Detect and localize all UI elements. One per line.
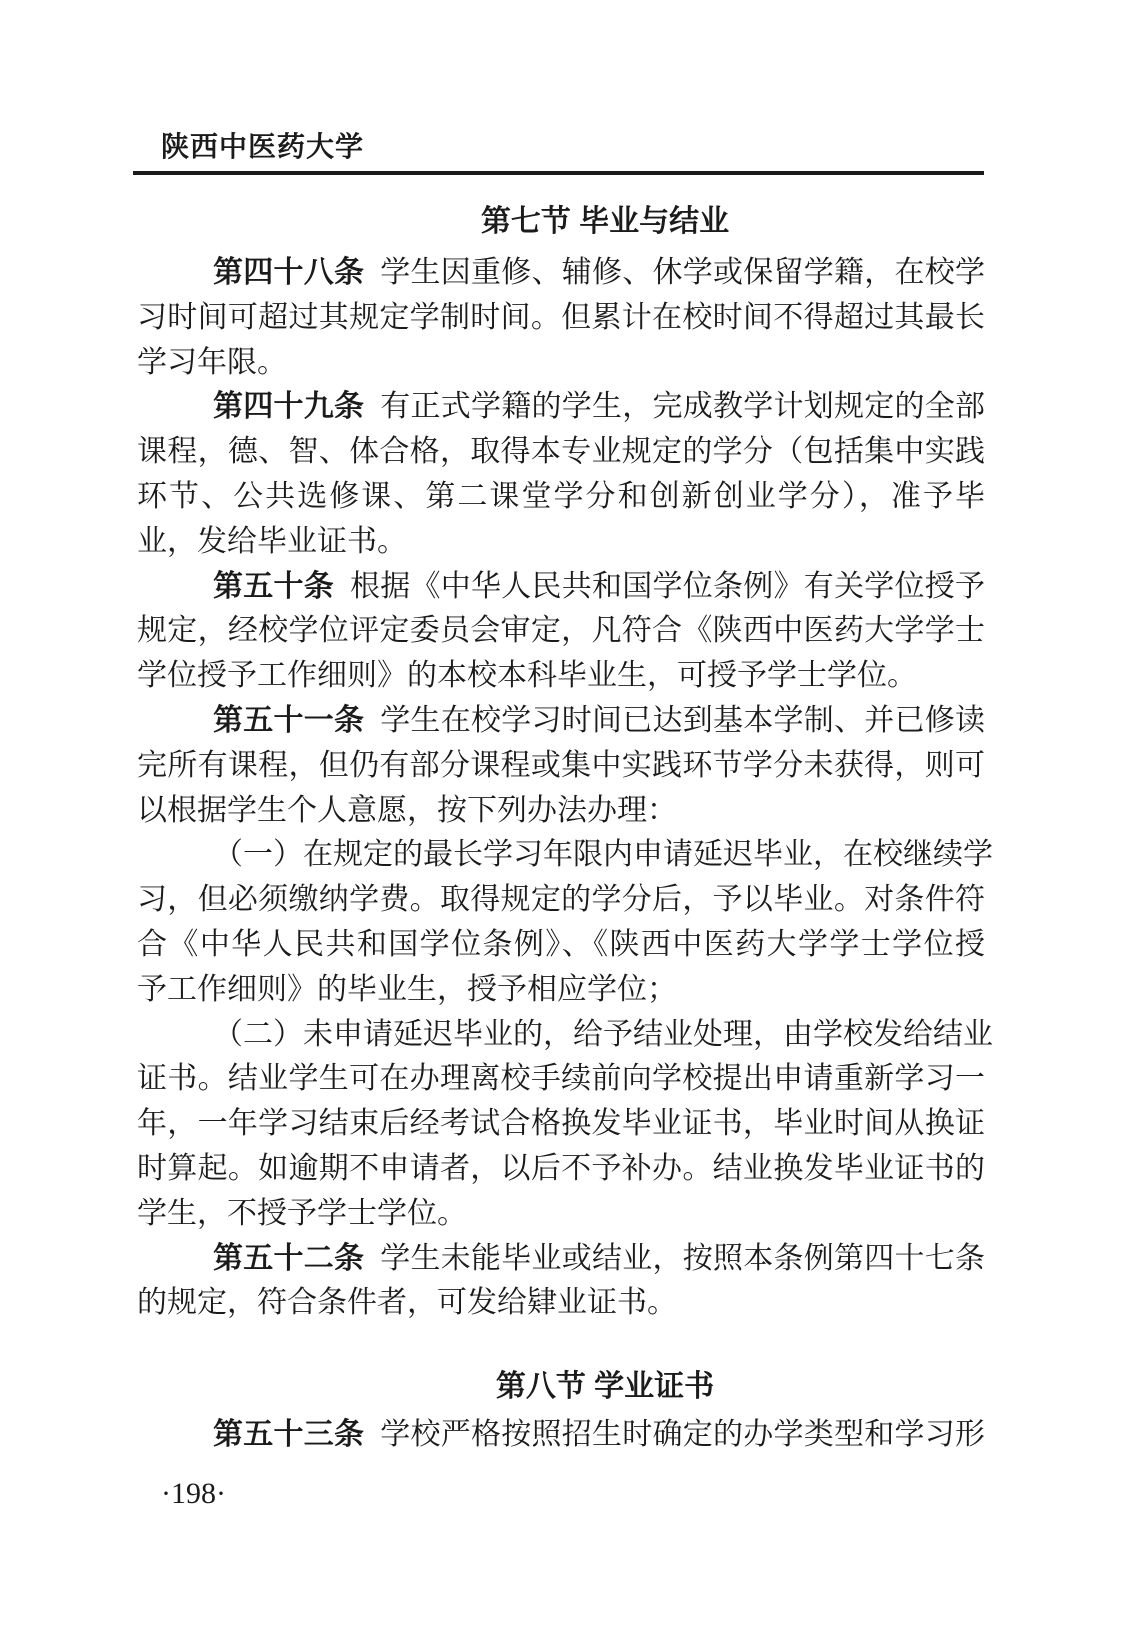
section-body — [137, 251, 993, 1326]
text-line: 年，一年学习结束后经考试合格换发毕业证书，毕业时间从换证 — [137, 1107, 985, 1141]
text-line: 课程，德、智、体合格，取得本专业规定的学分（包括集中实践 — [137, 435, 985, 469]
content — [137, 0, 993, 1458]
paragraph — [137, 565, 985, 699]
text-line — [137, 565, 985, 610]
page-number: ·198· — [161, 1477, 226, 1510]
text-line: 证书。结业学生可在办理离校手续前向学校提出申请重新学习一 — [137, 1062, 985, 1096]
text-line: （二）未申请延迟毕业的，给予结业处理，由学校发给结业 — [213, 1017, 993, 1051]
section-title: 第八节 学业证书 — [495, 1370, 715, 1404]
text-line: 业，发给毕业证书。 — [137, 524, 407, 558]
article-number: 第四十九条 — [213, 390, 365, 424]
section — [137, 204, 993, 1326]
paragraph — [137, 699, 985, 833]
text-line: 予工作细则》的毕业生，授予相应学位； — [137, 972, 677, 1006]
article-number: 第五十条 — [213, 569, 334, 603]
article-number: 第五十二条 — [213, 1241, 365, 1275]
paragraph — [137, 833, 993, 1012]
article-number: 第五十三条 — [213, 1418, 365, 1452]
text-line: 的规定，符合条件者，可发给肄业证书。 — [137, 1286, 677, 1320]
text-line — [137, 385, 985, 430]
text-line: 以根据学生个人意愿，按下列办法办理： — [137, 793, 677, 827]
text-line: 习，但必须缴纳学费。取得规定的学分后，予以毕业。对条件符 — [137, 883, 985, 917]
text-line: （一）在规定的最长学习年限内申请延迟毕业，在校继续学 — [213, 838, 993, 872]
text-line: 习时间可超过其规定学制时间。但累计在校时间不得超过其最长 — [137, 300, 985, 334]
paragraph — [137, 1413, 985, 1458]
line-text: 根据《中华人民共和国学位条例》有关学位授予 — [350, 569, 985, 603]
section-title: 第七节 毕业与结业 — [480, 205, 730, 238]
paragraph — [137, 1237, 985, 1327]
text-line: 学习年限。 — [137, 345, 287, 379]
text-line: 合《中华人民共和国学位条例》、《陕西中医药大学学士学位授 — [137, 927, 985, 961]
text-line: 规定，经校学位评定委员会审定，凡符合《陕西中医药大学学士 — [137, 614, 985, 648]
text-line — [137, 699, 985, 744]
text-line: 环节、公共选修课、第二课堂学分和创新创业学分），准予毕 — [137, 479, 985, 513]
article-number: 第四十八条 — [213, 256, 365, 289]
section-body — [137, 1413, 985, 1458]
text-line: 学位授予工作细则》的本校本科毕业生，可授予学士学位。 — [137, 659, 917, 693]
paragraph — [137, 385, 985, 564]
text-line: 完所有课程，但仍有部分课程或集中实践环节学分未获得，则可 — [137, 748, 985, 782]
paragraph — [137, 251, 985, 385]
text-line: 学生，不授予学士学位。 — [137, 1196, 467, 1230]
line-text: 有正式学籍的学生，完成教学计划规定的全部 — [380, 390, 985, 424]
text-line — [137, 251, 985, 296]
text-line: 时算起。如逾期不申请者，以后不予补办。结业换发毕业证书的 — [137, 1151, 985, 1185]
line-text: 学生因重修、辅修、休学或保留学籍，在校学 — [380, 256, 985, 289]
paragraph — [137, 1013, 993, 1237]
running-header-title: 陕西中医药大学 — [161, 131, 365, 162]
line-text: 学生未能毕业或结业，按照本条例第四十七条 — [380, 1241, 985, 1275]
text-line — [137, 1413, 985, 1458]
text-line — [137, 1237, 985, 1282]
section — [137, 1369, 985, 1458]
article-number: 第五十一条 — [213, 703, 365, 737]
line-text: 学校严格按照招生时确定的办学类型和学习形 — [380, 1418, 985, 1452]
line-text: 学生在校学习时间已达到基本学制、并已修读 — [380, 703, 985, 737]
